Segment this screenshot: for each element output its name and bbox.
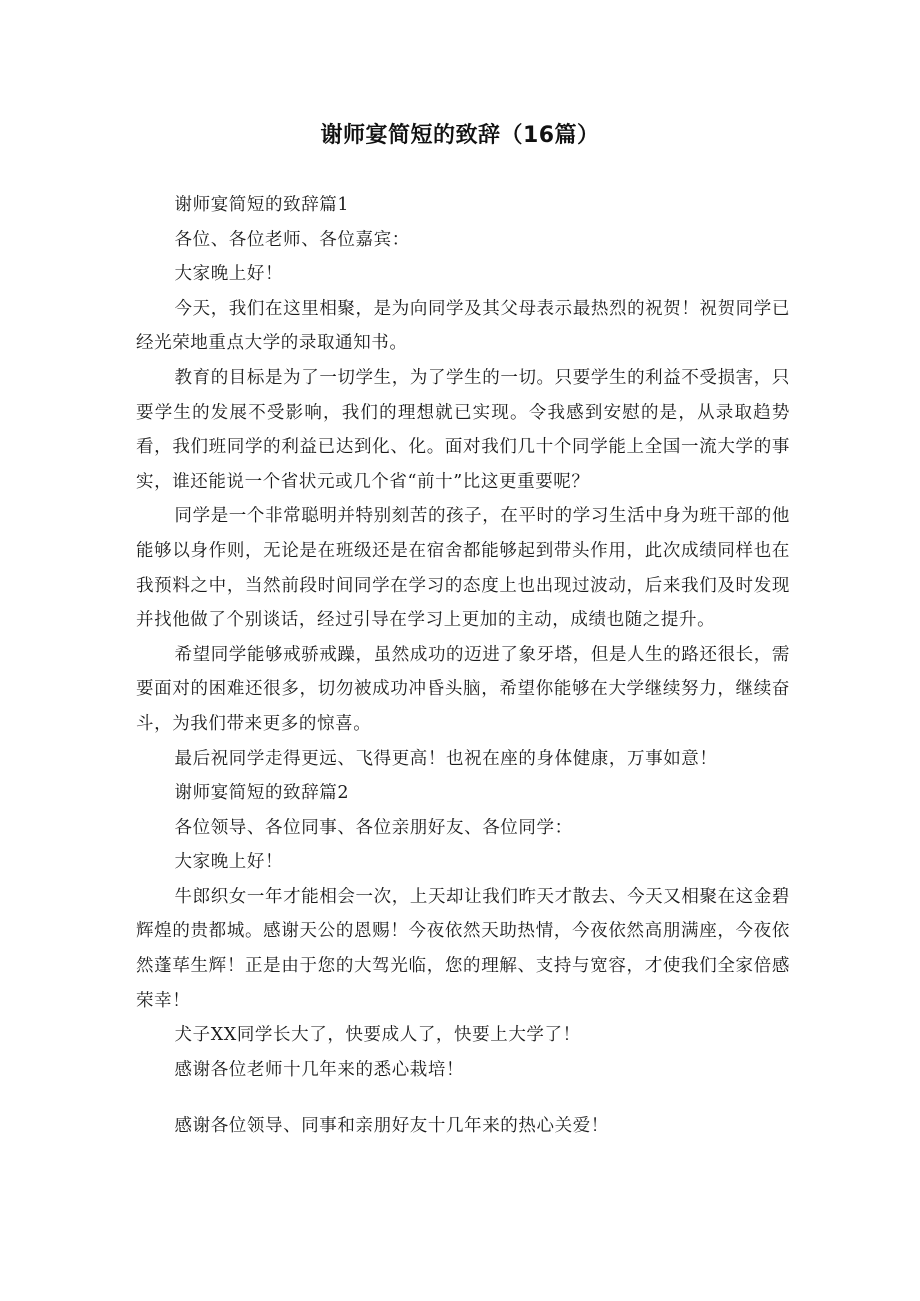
body-paragraph: 最后祝同学走得更远、飞得更高！也祝在座的身体健康，万事如意！ [174,748,718,769]
document-title: 谢师宴简短的致辞（16篇） [320,123,600,148]
body-paragraph: 感谢各位领导、同事和亲朋好友十几年来的热心关爱！ [174,1116,609,1137]
salutation: 各位领导、各位同事、各位亲朋好友、各位同学： [174,817,573,838]
section-heading-1: 谢师宴简短的致辞篇1 [174,195,350,215]
body-paragraph: 教育的目标是为了一切学生，为了学生的一切。只要学生的利益不受损害，只要学生的发展不受影响，我们的理想就已实现。令我感到安慰的是，从录取趋势看，我们班同学的利益已达到化、化。面对我们几十个同学能上全国一流大学的事实，谁还能说一个省状元或几个省“前十”比这更重要呢？ [136,367,790,492]
greeting: 大家晚上好！ [174,264,284,285]
body-paragraph: 同学是一个非常聪明并特别刻苦的孩子，在平时的学习生活中身为班干部的他能够以身作则，无论是在班级还是在宿舍都能够起到带头作用，此次成绩同样也在我预料之中，当然前段时间同学在学习的态度上也出现过波动，后来我们及时发现并找他做了个别谈话，经过引导在学习上更加的主动，成绩也随之提升。 [136,506,790,631]
body-paragraph: 今天，我们在这里相聚，是为向同学及其父母表示最热烈的祝贺！祝贺同学已经光荣地重点大学的录取通知书。 [136,298,790,354]
body-paragraph: 希望同学能够戒骄戒躁，虽然成功的迈进了象牙塔，但是人生的路还很长，需要面对的困难还很多，切勿被成功冲昏头脑，希望你能够在大学继续努力，继续奋斗，为我们带来更多的惊喜。 [136,644,790,734]
document-body [136,188,790,1144]
salutation: 各位、各位老师、各位嘉宾： [174,229,410,250]
body-paragraph: 感谢各位老师十几年来的悉心栽培！ [174,1059,465,1080]
body-paragraph: 牛郎织女一年才能相会一次，上天却让我们昨天才散去、今天又相聚在这金碧辉煌的贵都城。感谢天公的恩赐！今夜依然天助热情，今夜依然高朋满座，今夜依然蓬荜生辉！正是由于您的大驾光临，您的理解、支持与宽容，才使我们全家倍感荣幸！ [136,886,790,1011]
section-heading-2: 谢师宴简短的致辞篇2 [174,783,350,804]
body-paragraph: 犬子XX同学长大了，快要成人了，快要上大学了！ [174,1025,581,1046]
greeting: 大家晚上好！ [174,852,284,873]
